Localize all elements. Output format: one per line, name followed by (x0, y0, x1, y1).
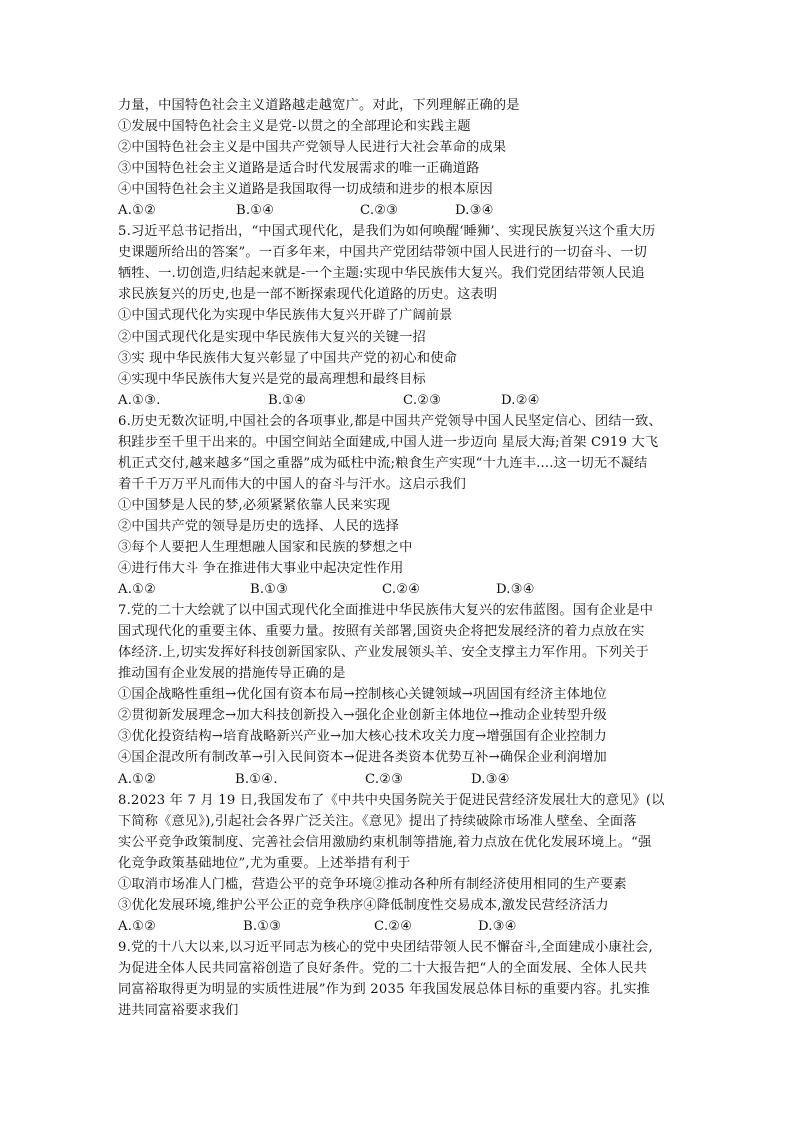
question-text-line: 8.2023 年 7 月 19 日,我国发布了《中共中央国务院关于促进民营经济发展壮大的意见》(以 (118, 792, 665, 808)
statement-1: ①国企战略性重组→优化国有资本布局→控制核心关键领域→巩固国有经济主体地位 (118, 687, 607, 703)
question-7 (118, 600, 683, 789)
statement-2: ②中国共产党的领导是历史的选择、人民的选择 (118, 518, 400, 534)
question-text-line: 9.党的十八大以来,以习近平同志为核心的党中央团结带领人民不懈奋斗,全面建成小康社会, (118, 939, 653, 955)
statement-1: ①发展中国特色社会主义是党-以贯之的全部理论和实践主题 (118, 119, 471, 135)
statement-3: ③每个人要把人生理想融人国家和民族的梦想之中 (118, 539, 413, 555)
question-text-line: 积跬步至千里干出来的。中国空间站全面建成,中国人进一步迈向 星辰大海;首架 C919 大飞 (118, 434, 659, 450)
statement-3: ③中国特色社会主义道路是适合时代发展需求的唯一正确道路 (118, 161, 480, 177)
question-text-line: 为促进全体人民共同富裕创造了良好条件。党的二十大报告把“人的全面发展、全体人民共 (118, 960, 648, 976)
question-6 (118, 411, 683, 600)
answer-options (118, 916, 683, 937)
option-a: A.①② (118, 582, 157, 598)
option-c: C.②③ (360, 203, 399, 219)
statement-2: ②中国式现代化是实现中华民族伟大复兴的关键一招 (118, 329, 426, 345)
option-d: D.③④ (471, 771, 510, 787)
option-d: D.③④ (455, 203, 494, 219)
option-c: C.②④ (374, 918, 413, 934)
question-text-line: 力量，中国特色社会主义道路越走越宽广。对此，下列理解正确的是 (118, 98, 520, 113)
option-b: B.①④ (236, 203, 275, 219)
question-5 (118, 221, 683, 410)
question-text-line: 机正式交付,越来越多“国之重器”成为砥柱中流;粮食生产实现“十九连丰....这一切无不凝结 (118, 455, 648, 471)
statement-3-4: ③优化发展环境,维护公平公正的竞争秩序④降低制度性交易成本,激发民营经济活力 (118, 897, 609, 913)
option-c: C.②③ (365, 771, 404, 787)
statement-4: ④进行伟大斗 争在推进伟大事业中起决定性作用 (118, 561, 404, 577)
answer-options (118, 579, 683, 600)
question-text-line: 体经济.上,切实发挥好科技创新国家队、产业发展领头羊、安全支撑主力军作用。下列关于 (118, 645, 649, 661)
question-8 (118, 790, 683, 937)
question-text-line: 5.习近平总书记指出，“中国式现代化，是我们为如何唤醒‘睡狮’、实现民族复兴这个重大历 (118, 224, 656, 240)
page-content (118, 95, 683, 1021)
option-d: D.②④ (501, 392, 540, 408)
option-a: A.①③. (118, 392, 161, 408)
question-text-line: 进共同富裕要求我们 (118, 1003, 239, 1019)
question-text-line: 牺牲、一.切创造,归结起来就是-一个主题:实现中华民族伟大复兴。我们党团结带领人民追 (118, 266, 645, 282)
answer-options (118, 200, 683, 221)
option-d: D.③④ (496, 582, 535, 598)
question-text-line: 实公平竞争政策制度、完善社会信用激励约束机制等措施,着力点放在优化发展环境上。“强 (118, 834, 652, 850)
option-a: A.①② (118, 918, 157, 934)
question-text-line: 国式现代化的重要主体、重要力量。按照有关部署,国资央企将把发展经济的着力点放在实 (118, 624, 645, 640)
option-d: D.③④ (478, 918, 517, 934)
statement-4: ④实现中华民族伟大复兴是党的最高理想和最终目标 (118, 371, 426, 387)
option-c: C.②③ (403, 392, 442, 408)
statement-3: ③优化投资结构→培育战略新兴产业→加大核心技术攻关力度→增强国有企业控制力 (118, 729, 607, 745)
question-text-line: 着千千万万平凡而伟大的中国人的奋斗与汗水。这启示我们 (118, 476, 467, 492)
option-a: A.①② (118, 203, 157, 219)
option-b: B.①④. (235, 771, 278, 787)
question-text-line: 化竞争政策基础地位”,尤为重要。上述举措有利于 (118, 855, 411, 871)
question-9 (118, 937, 683, 1021)
statement-4: ④国企混改所有制改革→引入民间资本→促进各类资本优势互补→确保企业利润增加 (118, 750, 607, 766)
question-text-line: 7.党的二十大绘就了以中国式现代化全面推进中华民族伟大复兴的宏伟蓝图。国有企业是中 (118, 603, 654, 619)
option-b: B.①④ (268, 392, 307, 408)
option-c: C.②④ (382, 582, 421, 598)
question-text-line: 6.历史无数次证明,中国社会的各项事业,都是中国共产党领导中国人民坚定信心、团结一致、 (118, 413, 662, 429)
statement-1: ①中国式现代化为实现中华民族伟大复兴开辟了广阔前景 (118, 308, 453, 324)
answer-options (118, 390, 683, 411)
statement-4: ④中国特色社会主义道路是我国取得一切成绩和进步的根本原因 (118, 182, 493, 198)
option-b: B.①③ (250, 582, 289, 598)
option-a: A.①② (118, 771, 157, 787)
statement-2: ②贯彻新发展理念→加大科技创新投入→强化企业创新主体地位→推动企业转型升级 (118, 708, 607, 724)
statement-1-2: ①取消市场准人门槛，营造公平的竞争环境②推动各种所有制经济使用相同的生产要素 (118, 876, 627, 892)
answer-options (118, 769, 683, 790)
option-b: B.①③ (243, 918, 282, 934)
question-text-line: 史课题所给出的答案”。一百多年来，中国共产党团结带领中国人民进行的一切奋斗、一切 (118, 245, 648, 261)
question-text-line: 求民族复兴的历史,也是一部不断探索现代化道路的历史。这表明 (118, 287, 498, 303)
question-text-line: 下简称《意见》),引起社会各界广泛关注。《意见》提出了持续破除市场准人壁垒、全面落 (118, 813, 637, 829)
question-text-line: 推动国有企业发展的措施传导正确的是 (118, 666, 346, 682)
statement-1: ①中国梦是人民的梦,必须紧紧依靠人民来实现 (118, 497, 391, 513)
question-text-line: 同富裕取得更为明显的实质性进展”作为到 2035 年我国发展总体目标的重要内容。扎实推 (118, 981, 651, 997)
statement-3: ③实 现中华民族伟大复兴彰显了中国共产党的初心和使命 (118, 350, 458, 366)
statement-2: ②中国特色社会主义是中国共产党领导人民进行大社会革命的成果 (118, 140, 507, 156)
question-4-continued (118, 95, 683, 221)
